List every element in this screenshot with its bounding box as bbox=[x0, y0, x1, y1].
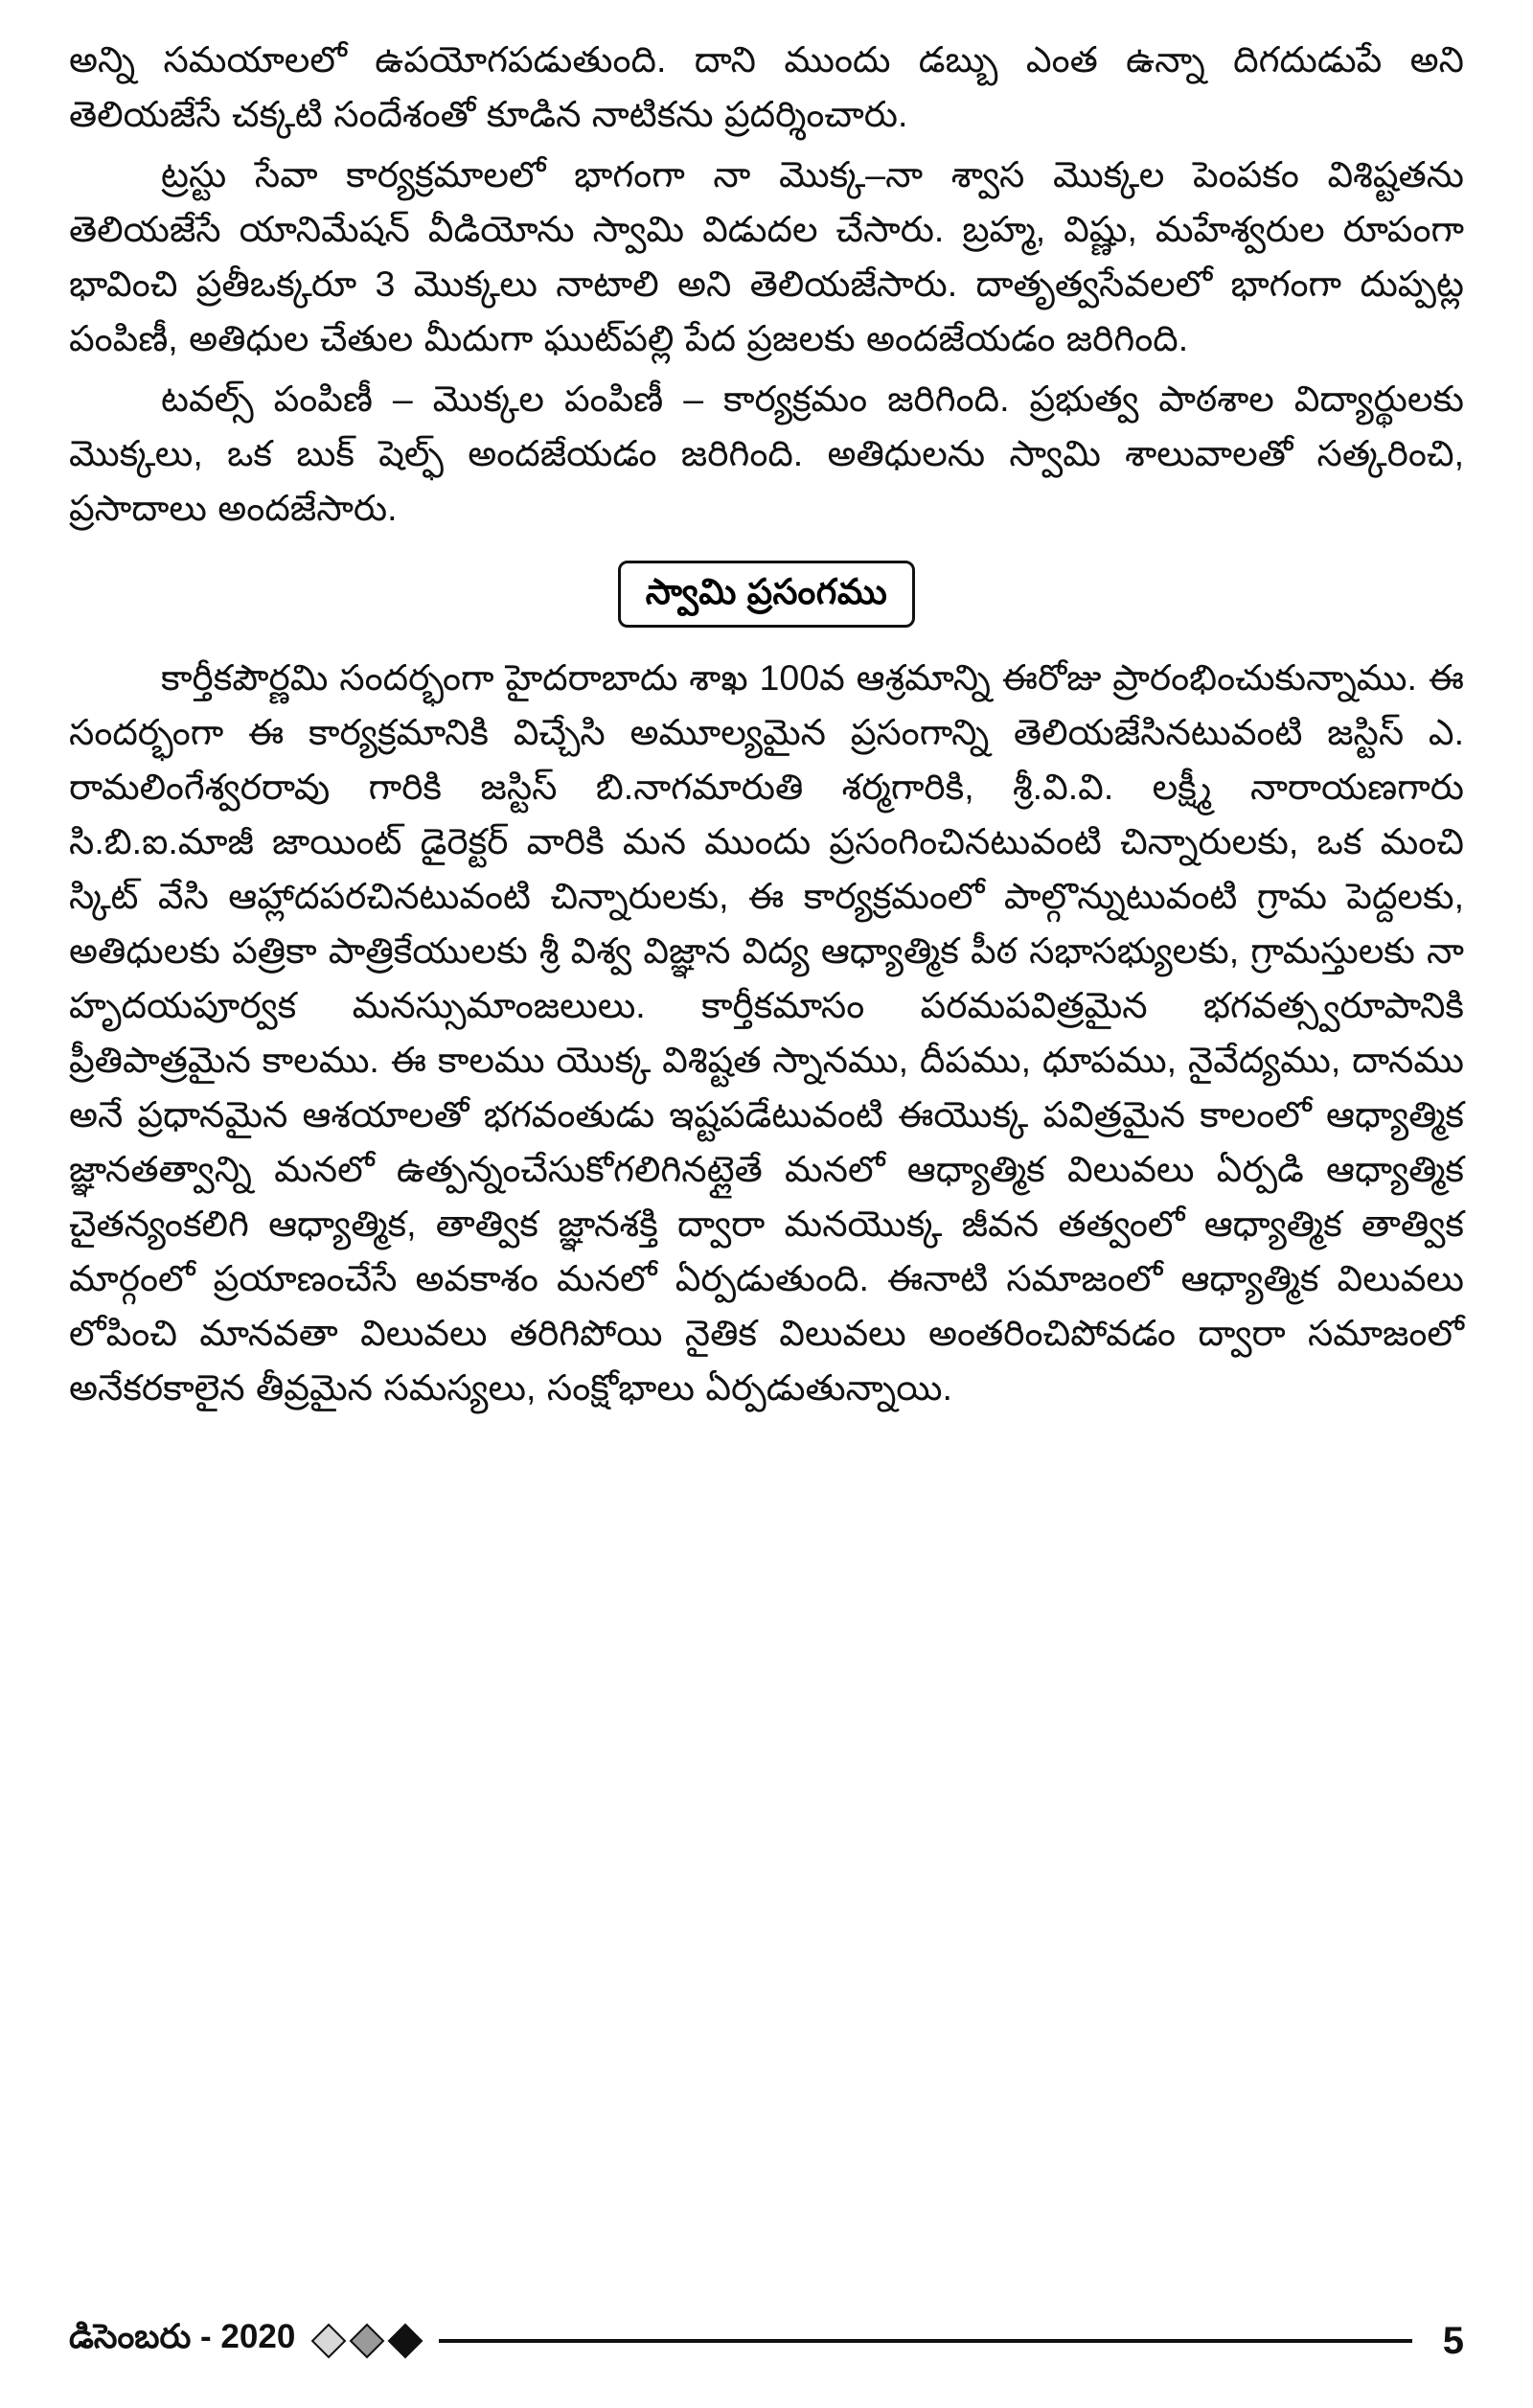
footer-diamond-ornament bbox=[316, 2328, 418, 2353]
diamond-icon bbox=[388, 2324, 423, 2359]
paragraph-3: టవల్స్ పంపిణీ – మొక్కల పంపిణీ – కార్యక్రమం జరిగింది. ప్రభుత్వ పాఠశాల విద్యార్థులకు మొక్కలు, ఒక బుక్ షెల్ఫ్ అందజేయడం జరిగింది. అతిధులను స్వామి శాలువాలతో సత్కరించి, ప్రసాదాలు అందజేసారు. bbox=[69, 378, 1464, 528]
footer-divider bbox=[439, 2339, 1412, 2343]
paragraph-2: ట్రస్టు సేవా కార్యక్రమాలలో భాగంగా నా మొక్క–నా శ్వాస మొక్కల పెంపకం విశిష్టతను తెలియజేసే యానిమేషన్ వీడియోను స్వామి విడుదల చేసారు. బ్రహ్మ, విష్ణు, మహేశ్వరుల రూపంగా భావించి ప్రతీఒక్కరూ 3 మొక్కలు నాటాలి అని తెలియజేసారు. దాతృత్వసేవలలో భాగంగా దుప్పట్ల పంపిణీ, అతిధుల చేతుల మీదుగా ఘుట్‌పల్లి పేద ప్రజలకు అందజేయడం జరిగింది. bbox=[69, 154, 1464, 358]
footer-issue-date: డిసెంబరు - 2020 bbox=[69, 2318, 296, 2355]
paragraph-1: అన్ని సమయాలలో ఉపయోగపడుతుంది. దాని ముందు డబ్బు ఎంత ఉన్నా దిగదుడుపే అని తెలియజేసే చక్కటి సందేశంతో కూడిన నాటికను ప్రదర్శించారు. bbox=[69, 39, 1464, 134]
footer-page-number: 5 bbox=[1442, 2319, 1464, 2362]
page-footer bbox=[69, 2312, 1464, 2370]
diamond-icon bbox=[311, 2324, 347, 2359]
section-heading: స్వామి ప్రసంగము bbox=[618, 561, 916, 628]
section-heading-container bbox=[69, 561, 1464, 628]
speech-paragraph-1: కార్తీకపౌర్ణమి సందర్భంగా హైదరాబాదు శాఖ 100వ ఆశ్రమాన్ని ఈరోజు ప్రారంభించుకున్నాము. ఈ సందర్భంగా ఈ కార్యక్రమానికి విచ్చేసి అమూల్యమైన ప్రసంగాన్ని తెలియజేసినటువంటి జస్టిస్ ఎ. రామలింగేశ్వరరావు గారికి జస్టిస్ బి.నాగమారుతి శర్మగారికి, శ్రీ.వి.వి. లక్ష్మీ నారాయణగారు సి.బి.ఐ.మాజీ జాయింట్ డైరెక్టర్ వారికి మన ముందు ప్రసంగించినటువంటి చిన్నారులకు, ఒక మంచి స్కిట్ వేసి ఆహ్లాదపరచినటువంటి చిన్నారులకు, ఈ కార్యక్రమంలో పాల్గొన్నుటువంటి గ్రామ పెద్దలకు, అతిధులకు పత్రికా పాత్రికేయులకు శ్రీ విశ్వ విజ్ఞాన విద్య ఆధ్యాత్మిక పీఠ సభాసభ్యులకు, గ్రామస్తులకు నా హృదయపూర్వక మనస్సుమాంజలులు. కార్తీకమాసం పరమపవిత్రమైన భగవత్స్వరూపానికి ప్రీతిపాత్రమైన కాలము. ఈ కాలము యొక్క విశిష్టత స్నానము, దీపము, ధూపము, నైవేద్యము, దానము అనే ప్రధానమైన ఆశయాలతో భగవంతుడు ఇష్టపడేటువంటి ఈయొక్క పవిత్రమైన కాలంలో ఆధ్యాత్మిక జ్ఞానతత్వాన్ని మనలో ఉత్పన్నంచేసుకోగలిగినట్లైతే మనలో ఆధ్యాత్మిక విలువలు ఏర్పడి ఆధ్యాత్మిక చైతన్యంకలిగి ఆధ్యాత్మిక, తాత్విక జ్ఞానశక్తి ద్వారా మనయొక్క జీవన తత్వంలో ఆధ్యాత్మిక తాత్విక మార్గంలో ప్రయాణంచేసే అవకాశం మనలో ఏర్పడుతుంది. ఈనాటి సమాజంలో ఆధ్యాత్మిక విలువలు లోపించి మానవతా విలువలు తరిగిపోయి నైతిక విలువలు అంతరించిపోవడం ద్వారా సమాజంలో అనేకరకాలైన తీవ్రమైన సమస్యలు, సంక్షోభాలు ఏర్పడుతున్నాయి. bbox=[69, 657, 1464, 1409]
diamond-icon bbox=[350, 2324, 385, 2359]
page-content bbox=[69, 33, 1464, 1415]
